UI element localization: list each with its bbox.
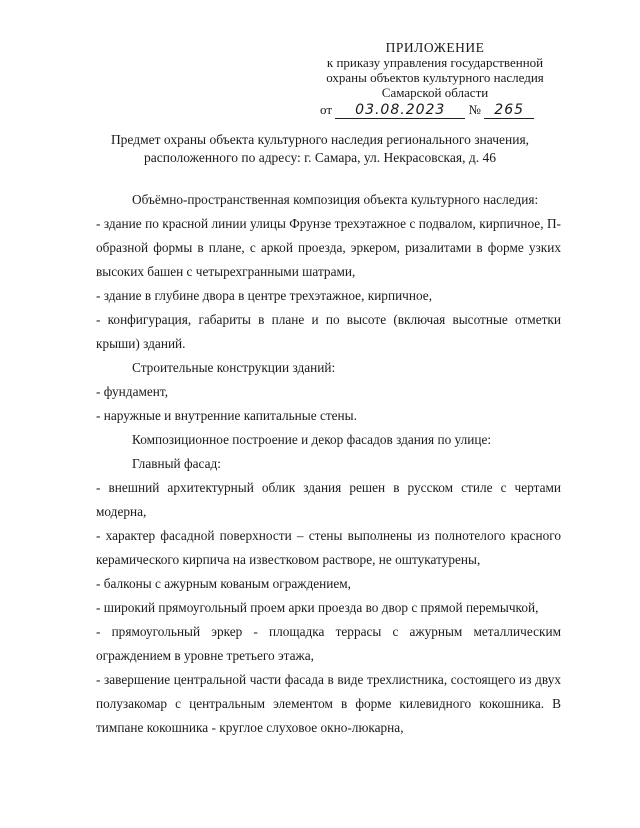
- paragraph-foundation: - фундамент,: [96, 384, 169, 399]
- paragraph-arch-opening: - широкий прямоугольный проем арки проезда во двор с прямой перемычкой,: [96, 600, 539, 615]
- document-subject: [80, 131, 560, 167]
- paragraph-architectural-style: - внешний архитектурный облик здания решен в русском стиле с чертами модерна,: [96, 480, 561, 519]
- order-reference: [320, 102, 570, 119]
- paragraph-volume-composition: Объёмно-пространственная композиция объекта культурного наследия:: [132, 192, 539, 207]
- paragraph-building-yard: - здание в глубине двора в центре трехэтажное, кирпичное,: [96, 288, 433, 303]
- appendix-line-3: Самарской области: [381, 85, 489, 100]
- paragraph-walls: - наружные и внутренние капитальные стены.: [96, 408, 357, 423]
- paragraph-facade-top: - завершение центральной части фасада в виде трехлистника, состоящего из двух полузакомар с центральным элементом в форме килевидного кокошника. В тимпане кокошника - круглое слуховое окно-люкарна,: [96, 672, 561, 735]
- appendix-header: [300, 40, 570, 100]
- order-from-label: от: [320, 102, 333, 117]
- paragraph-facade-surface: - характер фасадной поверхности – стены выполнены из полнотелого красного керамического кирпича на известковом растворе, не оштукатурены,: [96, 528, 561, 567]
- paragraph-facade-composition: Композиционное построение и декор фасадов здания по улице:: [132, 432, 492, 447]
- paragraph-main-facade-heading: Главный фасад:: [132, 456, 221, 471]
- paragraph-balconies: - балконы с ажурным кованым ограждением,: [96, 576, 351, 591]
- paragraph-constructions-heading: Строительные конструкции зданий:: [132, 360, 336, 375]
- appendix-title: ПРИЛОЖЕНИЕ: [385, 40, 485, 55]
- paragraph-configuration: - конфигурация, габариты в плане и по высоте (включая высотные отметки крыши) зданий.: [96, 312, 561, 351]
- order-date: 03.08.2023: [335, 103, 465, 119]
- paragraph-bay-window: - прямоугольный эркер - площадка террасы с ажурным металлическим ограждением в уровне третьего этажа,: [96, 624, 561, 663]
- order-number-label: №: [468, 102, 481, 117]
- subject-line-2: расположенного по адресу: г. Самара, ул. Некрасовская, д. 46: [144, 150, 496, 165]
- appendix-line-2: охраны объектов культурного наследия: [326, 70, 544, 85]
- appendix-line-1: к приказу управления государственной: [326, 55, 544, 70]
- paragraph-building-street: - здание по красной линии улицы Фрунзе трехэтажное с подвалом, кирпичное, П-образной формы в плане, с аркой проезда, эркером, ризалитами в форме узких высоких башен с четырехгранными шатрами,: [96, 216, 561, 279]
- document-body: [96, 188, 561, 740]
- subject-line-1: Предмет охраны объекта культурного наследия регионального значения,: [110, 132, 530, 147]
- order-number: 265: [484, 103, 534, 119]
